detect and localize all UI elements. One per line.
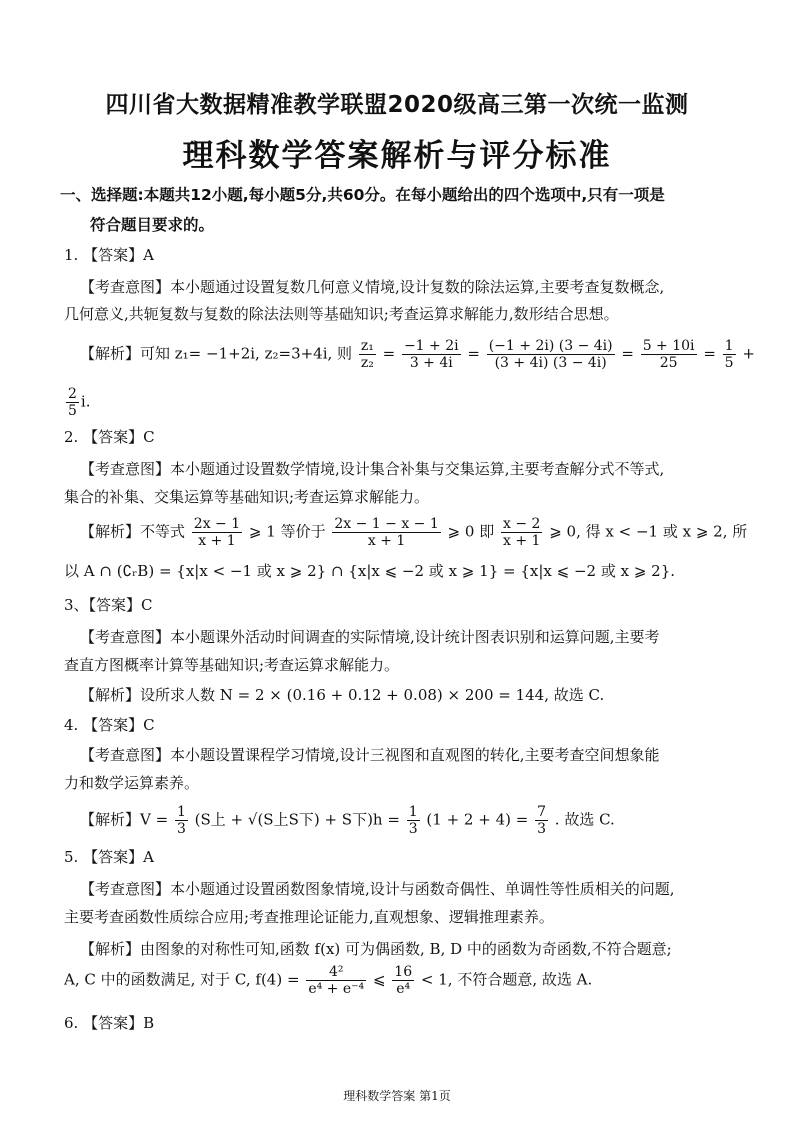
q2-frac-2: $\frac{2x - 1 - x - 1}{x + 1}$ xyxy=(334,516,439,549)
q5-intent-line2: 主要考查函数性质综合应用;考查推理论证能力,直观想象、逻辑推理素养。 xyxy=(64,908,554,926)
document-title: 理科数学答案解析与评分标准 xyxy=(182,138,612,174)
q1-frac-4: $\frac{5 + 10i}{25}$ xyxy=(642,338,695,371)
q4-intent-line1: 【考查意图】本小题设置课程学习情境,设计三视图和直观图的转化,主要考查空间想象能 xyxy=(80,746,660,764)
q2-frac-3: $\frac{x - 2}{x + 1}$ xyxy=(502,516,541,549)
q4-solution: 【解析】V = $\frac{1}{3}$ (S上 + √(S上S下) + S下)h = $\frac{1}{3}$ (1 + 2 + 4) = $\frac{7}{3}$ . 故选 C. xyxy=(80,804,615,837)
q1-solution: 【解析】可知 z₁= −1+2i, z₂=3+4i, 则 $\frac{\text{z₁}}{\text{z₂}}$ = $\frac{-1 + 2i}{3 + 4i}$ = $\frac{(-1 + 2i) (3 - 4i)}{(3 + 4i) (3 - 4i)}$ = $\frac{5 + 10i}{25}$ = $\frac{1}{5}$ + xyxy=(80,338,755,371)
q1-solution-cont: $\frac{2}{5}$ i. xyxy=(68,386,91,419)
q1-frac-5: $\frac{1}{5}$ xyxy=(724,338,734,371)
q4-answer: 4. 【答案】C xyxy=(64,716,155,734)
q5-answer: 5. 【答案】A xyxy=(64,848,154,866)
q5-frac-2: $\frac{16}{\text{e⁴}}$ xyxy=(394,964,413,997)
q2-solution-line2: 以 A ∩ (∁ᵣB) = {x|x < −1 或 x ⩾ 2} ∩ {x|x ⩽ −2 或 x ⩾ 1} = {x|x ⩽ −2 或 x ⩾ 2}. xyxy=(64,562,676,580)
section-heading-line1: 一、选择题:本题共12小题,每小题5分,共60分。在每小题给出的四个选项中,只有一项是 xyxy=(60,186,665,204)
section-heading-line2: 符合题目要求的。 xyxy=(90,216,215,234)
q1-frac-1: $\frac{\text{z₁}}{\text{z₂}}$ xyxy=(360,338,374,371)
q5-solution-line2: A, C 中的函数满足, 对于 C, f(4) = $\frac{\text{4²}}{\text{e⁴ + e⁻⁴}}$ ⩽ $\frac{16}{\text{e⁴}}$ < 1, 不符合题意, 故选 A. xyxy=(64,964,593,997)
page-footer: 理科数学答案 第1页 xyxy=(343,1089,451,1103)
q1-plus: + xyxy=(742,344,755,363)
q5-frac-1: $\frac{\text{4²}}{\text{e⁴ + e⁻⁴}}$ xyxy=(308,964,365,997)
q3-answer: 3、【答案】C xyxy=(64,596,153,614)
q3-solution: 【解析】设所求人数 N = 2 × (0.16 + 0.12 + 0.08) × 200 = 144, 故选 C. xyxy=(80,686,605,704)
q4-frac-2: $\frac{1}{3}$ xyxy=(408,804,418,837)
q1-intent-line1: 【考查意图】本小题通过设置复数几何意义情境,设计复数的除法运算,主要考查复数概念, xyxy=(80,278,665,296)
q2-intent-line2: 集合的补集、交集运算等基础知识;考查运算求解能力。 xyxy=(64,488,430,506)
q6-answer: 6. 【答案】B xyxy=(64,1014,155,1032)
q3-intent-line1: 【考查意图】本小题课外活动时间调查的实际情境,设计统计图表识别和运算问题,主要考 xyxy=(80,628,660,646)
section-heading xyxy=(60,180,750,240)
q4-intent-line2: 力和数学运算素养。 xyxy=(64,774,200,792)
exam-title: 四川省大数据精准教学联盟2020级高三第一次统一监测 xyxy=(105,92,689,118)
q1-frac-2: $\frac{-1 + 2i}{3 + 4i}$ xyxy=(403,338,459,371)
q1-solution-text: 【解析】可知 z₁= −1+2i, z₂=3+4i, 则 xyxy=(80,344,353,363)
q2-intent-line1: 【考查意图】本小题通过设置数学情境,设计集合补集与交集运算,主要考查解分式不等式, xyxy=(80,460,665,478)
q2-answer: 2. 【答案】C xyxy=(64,428,155,446)
q5-solution-line1: 【解析】由图象的对称性可知,函数 f(x) 可为偶函数, B, D 中的函数为奇函数,不符合题意; xyxy=(80,940,672,958)
q2-frac-1: $\frac{2x - 1}{x + 1}$ xyxy=(193,516,241,549)
q1-intent-line2: 几何意义,共轭复数与复数的除法法则等基础知识;考查运算求解能力,数形结合思想。 xyxy=(64,305,619,323)
q4-frac-1: $\frac{1}{3}$ xyxy=(176,804,186,837)
q5-intent-line1: 【考查意图】本小题通过设置函数图象情境,设计与函数奇偶性、单调性等性质相关的问题, xyxy=(80,880,675,898)
q1-frac-3: $\frac{(-1 + 2i) (3 - 4i)}{(3 + 4i) (3 - 4i)}$ xyxy=(488,338,613,371)
q1-answer: 1. 【答案】A xyxy=(64,246,154,264)
q1-frac-6: $\frac{2}{5}$ xyxy=(68,386,77,419)
q2-solution: 【解析】不等式 $\frac{2x - 1}{x + 1}$ ⩾ 1 等价于 $\frac{2x - 1 - x - 1}{x + 1}$ ⩾ 0 即 $\frac{x - 2}{x + 1}$ ⩾ 0, 得 x < −1 或 x ⩾ 2, 所 xyxy=(80,516,748,549)
q3-intent-line2: 查直方图概率计算等基础知识;考查运算求解能力。 xyxy=(64,656,400,674)
q4-frac-3: $\frac{7}{3}$ xyxy=(537,804,547,837)
